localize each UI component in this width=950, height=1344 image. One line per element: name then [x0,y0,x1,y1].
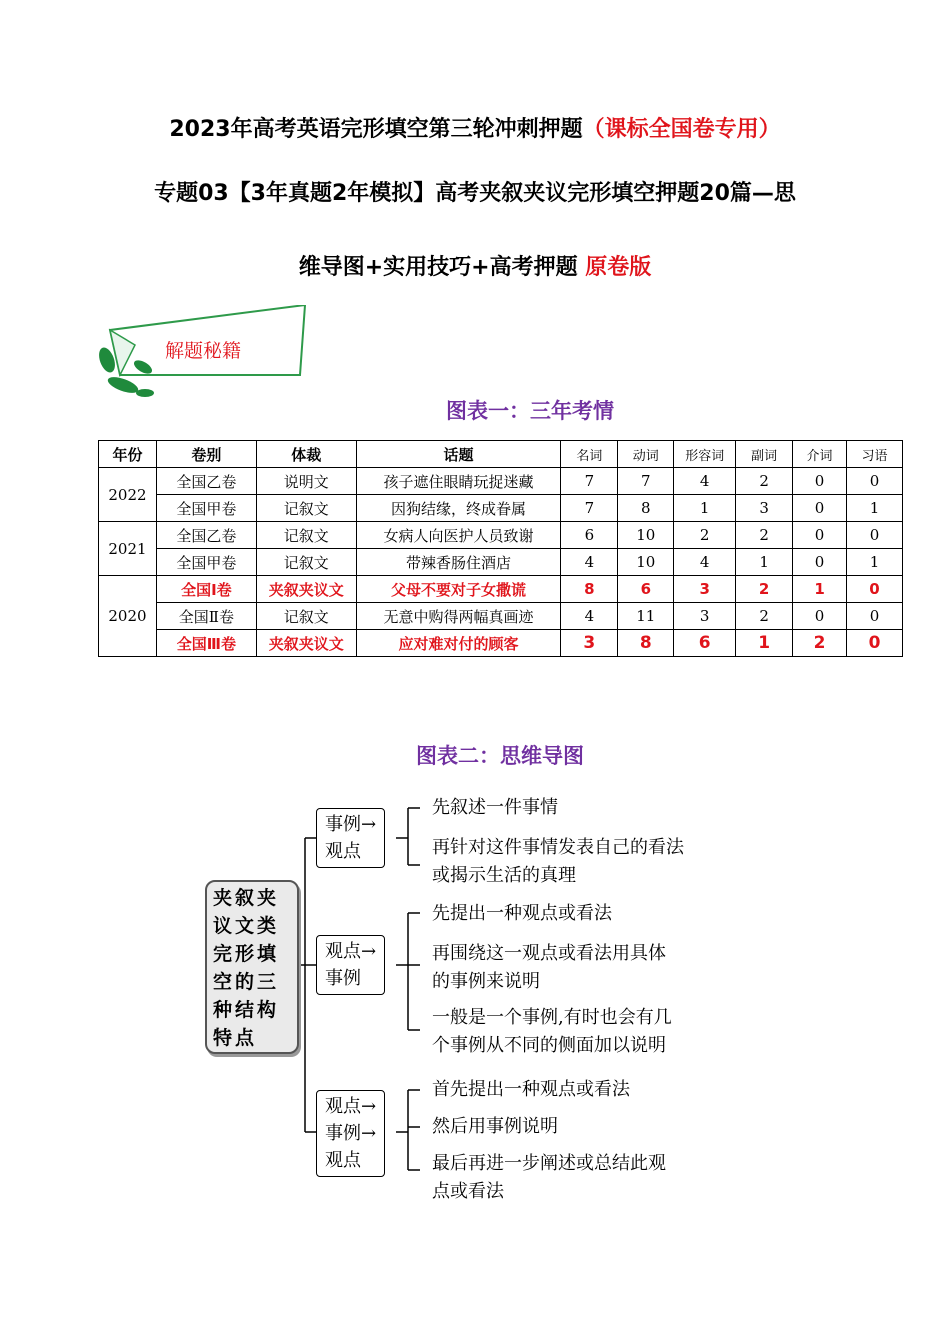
num-cell: 4 [561,603,618,630]
genre-cell: 说明文 [256,468,356,495]
topic-cell: 女病人向医护人员致谢 [356,522,561,549]
branch-3-item-2: 然后用事例说明 [432,1116,558,1137]
doc-title-main: 2023年高考英语完形填空第三轮冲刺押题 [169,117,583,142]
num-cell: 3 [674,576,736,603]
genre-cell: 记叙文 [256,522,356,549]
header-cell: 习语 [847,441,903,468]
num-cell: 0 [793,549,847,576]
num-cell: 7 [561,495,618,522]
mindmap-root-text: 夹叙夹议文类完形填空的三种结构特点 [213,887,280,1049]
paper-cell: 全国甲卷 [156,495,256,522]
topic-cell: 孩子遮住眼睛玩捉迷藏 [356,468,561,495]
num-cell: 1 [674,495,736,522]
branch-2-item-1: 先提出一种观点或看法 [432,903,612,924]
header-cell: 年份 [99,441,157,468]
branch-3-line-2: 事例→ [325,1123,377,1144]
paper-cell: 全国乙卷 [156,522,256,549]
num-cell: 2 [674,522,736,549]
num-cell: 10 [618,522,674,549]
header-cell: 卷别 [156,441,256,468]
year-cell: 2021 [99,522,157,576]
doc-title-3-red: 原卷版 [585,255,652,280]
header-cell: 名词 [561,441,618,468]
num-cell: 0 [847,603,903,630]
branch-1-line-2: 观点 [325,841,361,862]
num-cell: 1 [736,549,793,576]
header-cell: 体裁 [256,441,356,468]
num-cell: 3 [736,495,793,522]
num-cell: 11 [618,603,674,630]
header-cell: 动词 [618,441,674,468]
branch-3-line-3: 观点 [325,1150,361,1171]
chart1-title: 图表一：三年考情 [446,399,614,423]
paper-cell: 全国Ⅰ卷 [156,576,256,603]
num-cell: 1 [736,630,793,657]
branch-2-item-2-line-2: 的事例来说明 [432,971,540,992]
header-cell: 话题 [356,441,561,468]
branch-3-item-1: 首先提出一种观点或看法 [432,1079,630,1100]
num-cell: 8 [561,576,618,603]
num-cell: 4 [561,549,618,576]
num-cell: 7 [618,468,674,495]
doc-title-line-2: 专题03【3年真题2年模拟】高考夹叙夹议完形填空押题20篇—思 [154,181,796,206]
genre-cell: 夹叙夹议文 [256,576,356,603]
num-cell: 0 [847,576,903,603]
num-cell: 4 [674,468,736,495]
topic-cell: 因狗结缘，终成眷属 [356,495,561,522]
branch-3-item-3-line-1: 最后再进一步阐述或总结此观 [432,1153,666,1174]
num-cell: 2 [793,630,847,657]
branch-1-item-2-line-1: 再针对这件事情发表自己的看法 [432,837,684,858]
branch-3-line-1: 观点→ [325,1096,377,1117]
branch-2-line-2: 事例 [325,968,361,989]
branch-3-item-3-line-2: 点或看法 [432,1181,504,1202]
year-cell: 2022 [99,468,157,522]
num-cell: 2 [736,603,793,630]
banner-label: 解题秘籍 [165,340,242,362]
num-cell: 0 [793,603,847,630]
num-cell: 6 [674,630,736,657]
header-cell: 介词 [793,441,847,468]
num-cell: 0 [847,522,903,549]
num-cell: 1 [847,495,903,522]
num-cell: 7 [561,468,618,495]
num-cell: 1 [793,576,847,603]
num-cell: 6 [561,522,618,549]
branch-2-line-1: 观点→ [325,941,377,962]
num-cell: 3 [674,603,736,630]
topic-cell: 父母不要对子女撒谎 [356,576,561,603]
num-cell: 10 [618,549,674,576]
paper-cell: 全国乙卷 [156,468,256,495]
num-cell: 1 [847,549,903,576]
num-cell: 6 [618,576,674,603]
header-cell: 副词 [736,441,793,468]
mindmap-branch-1 [316,808,385,868]
num-cell: 0 [847,630,903,657]
num-cell: 0 [793,522,847,549]
num-cell: 8 [618,630,674,657]
num-cell: 2 [736,522,793,549]
genre-cell: 记叙文 [256,495,356,522]
num-cell: 0 [847,468,903,495]
branch-1-item-1: 先叙述一件事情 [432,797,558,818]
paper-cell: 全国Ⅲ卷 [156,630,256,657]
topic-cell: 应对难对付的顾客 [356,630,561,657]
num-cell: 4 [674,549,736,576]
branch-1-item-2-line-2: 或揭示生活的真理 [432,865,576,886]
num-cell: 0 [793,495,847,522]
branch-2-item-2-line-1: 再围绕这一观点或看法用具体 [432,943,666,964]
paper-cell: 全国甲卷 [156,549,256,576]
branch-2-item-3-line-2: 个事例从不同的侧面加以说明 [432,1035,666,1056]
num-cell: 2 [736,576,793,603]
year-cell: 2020 [99,576,157,657]
topic-cell: 无意中购得两幅真画迹 [356,603,561,630]
num-cell: 0 [793,468,847,495]
num-cell: 3 [561,630,618,657]
chart2-title: 图表二：思维导图 [416,744,584,768]
doc-title-3-main: 维导图+实用技巧+高考押题 [298,255,578,280]
genre-cell: 记叙文 [256,549,356,576]
doc-title-red: （课标全国卷专用） [582,117,781,142]
num-cell: 8 [618,495,674,522]
mindmap-branch-3 [316,1090,385,1177]
genre-cell: 记叙文 [256,603,356,630]
genre-cell: 夹叙夹议文 [256,630,356,657]
branch-2-item-3-line-1: 一般是一个事例,有时也会有几 [432,1007,672,1028]
header-cell: 形容词 [674,441,736,468]
paper-cell: 全国Ⅱ卷 [156,603,256,630]
branch-1-line-1: 事例→ [325,814,377,835]
topic-cell: 带辣香肠住酒店 [356,549,561,576]
mindmap-branch-2 [316,935,385,995]
num-cell: 2 [736,468,793,495]
